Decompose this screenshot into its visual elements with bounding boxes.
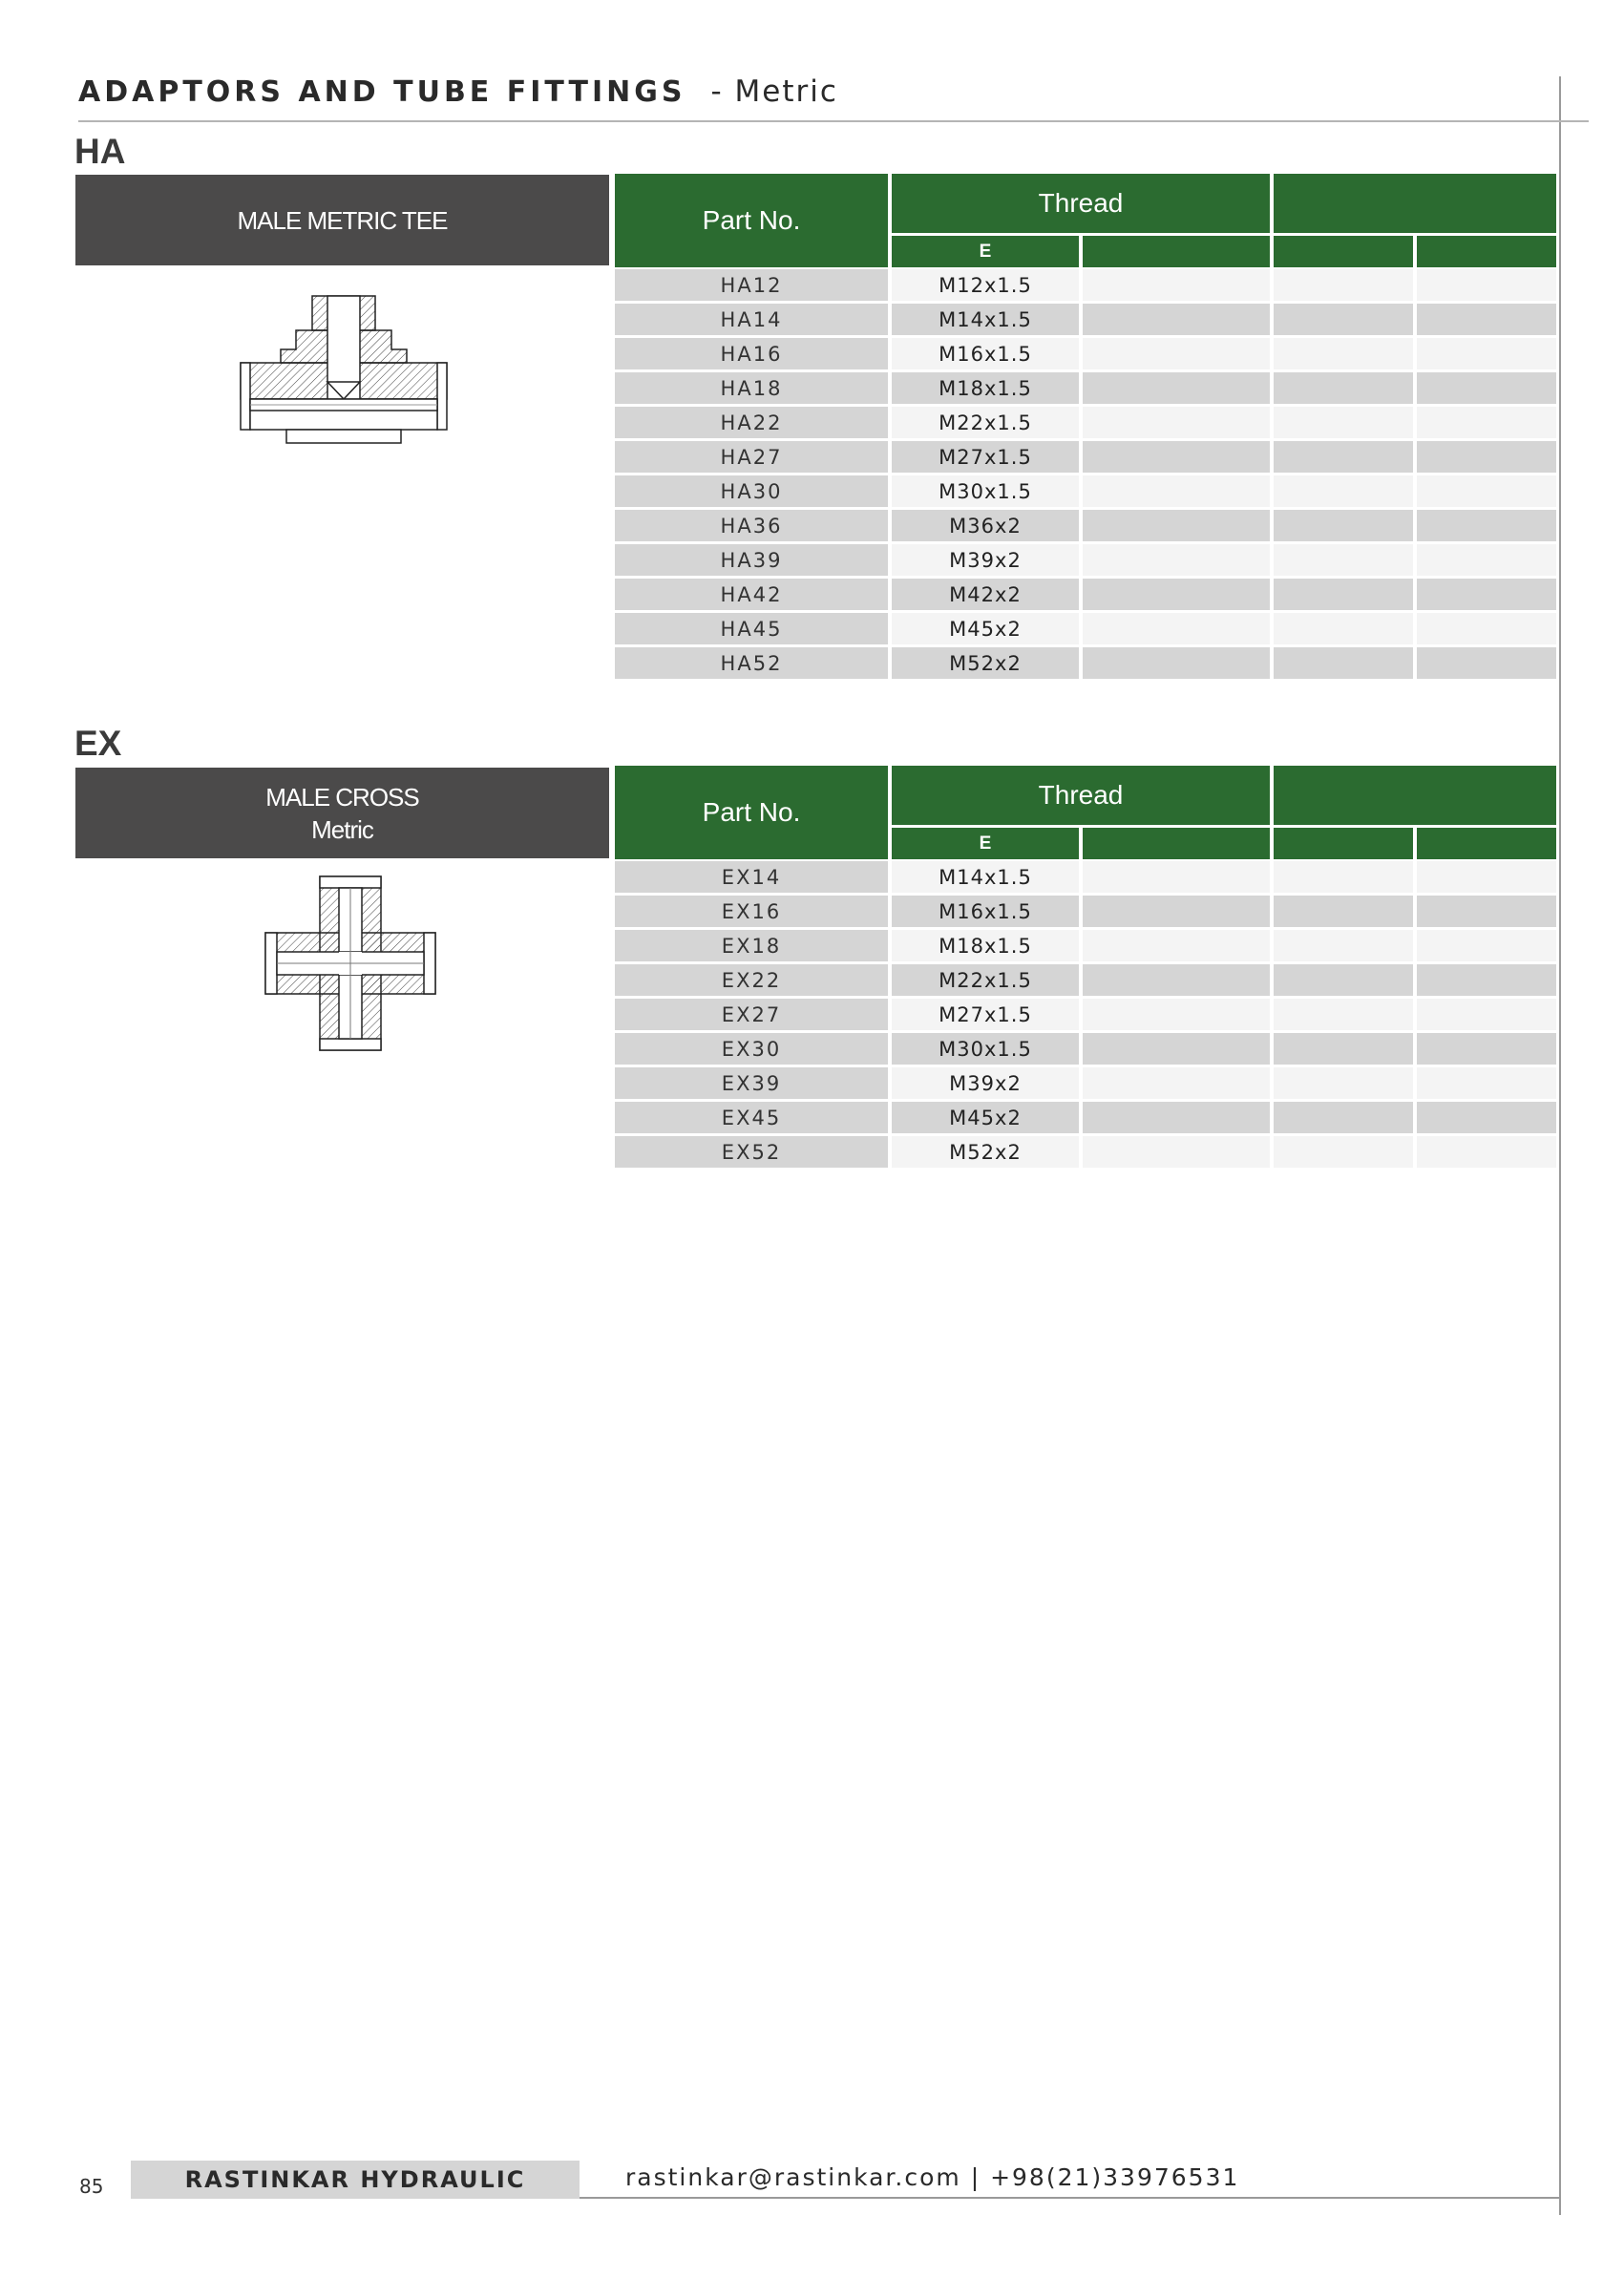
table-row-part-no: HA42 [615, 579, 888, 610]
table-row-empty-cell [1417, 304, 1556, 335]
table-row-empty-cell [1083, 964, 1270, 996]
table-row-thread: M18x1.5 [892, 930, 1079, 961]
table-row-thread: M18x1.5 [892, 372, 1079, 404]
table-row-empty-cell [1274, 613, 1413, 644]
table-row-empty-cell [1083, 1033, 1270, 1065]
page-title: ADAPTORS AND TUBE FITTINGS [78, 75, 686, 109]
male-cross-drawing-icon [260, 871, 441, 1056]
page-subtitle: - Metric [710, 74, 838, 109]
table-row-part-no: EX18 [615, 930, 888, 961]
table-row-empty-cell [1274, 964, 1413, 996]
table-row-empty-cell [1274, 510, 1413, 541]
column-header-thread: Thread [892, 174, 1270, 233]
table-row-empty-cell [1274, 407, 1413, 438]
table-row-empty-cell [1417, 441, 1556, 473]
table-row-empty-cell [1274, 930, 1413, 961]
table-row-empty-cell [1083, 269, 1270, 301]
header-rule [78, 120, 1589, 122]
table-row-empty-cell [1274, 1102, 1413, 1133]
table-row-thread: M14x1.5 [892, 304, 1079, 335]
table-row-empty-cell [1274, 896, 1413, 927]
table-row-thread: M27x1.5 [892, 441, 1079, 473]
table-row-part-no: EX39 [615, 1067, 888, 1099]
table-row-empty-cell [1417, 475, 1556, 507]
table-row-empty-cell [1274, 338, 1413, 369]
table-row-part-no: HA39 [615, 544, 888, 576]
table-row-thread: M45x2 [892, 1102, 1079, 1133]
table-row-thread: M30x1.5 [892, 1033, 1079, 1065]
table-row-empty-cell [1083, 304, 1270, 335]
table-row-thread: M39x2 [892, 1067, 1079, 1099]
product-title-ex [75, 768, 609, 858]
product-title-line: MALE CROSS [265, 782, 419, 812]
brand-name: RASTINKAR HYDRAULIC [131, 2161, 580, 2199]
table-row-empty-cell [1083, 999, 1270, 1030]
table-row-empty-cell [1417, 579, 1556, 610]
table-row-part-no: HA14 [615, 304, 888, 335]
table-row-thread: M45x2 [892, 613, 1079, 644]
table-row-empty-cell [1083, 861, 1270, 893]
page-number: 85 [79, 2175, 104, 2198]
footer-rule [580, 2197, 1561, 2199]
table-row-empty-cell [1083, 441, 1270, 473]
table-row-empty-cell [1417, 1033, 1556, 1065]
table-row-empty-cell [1417, 1102, 1556, 1133]
table-row-thread: M36x2 [892, 510, 1079, 541]
table-row-empty-cell [1417, 338, 1556, 369]
table-row-empty-cell [1083, 1136, 1270, 1168]
product-title-ha [75, 175, 609, 265]
section-code-ha: HA [74, 132, 126, 171]
table-row-empty-cell [1274, 1033, 1413, 1065]
table-row-empty-cell [1417, 372, 1556, 404]
column-header-blank [1083, 828, 1270, 859]
male-tee-drawing-icon [229, 286, 458, 449]
table-row-empty-cell [1417, 930, 1556, 961]
table-row-empty-cell [1274, 1067, 1413, 1099]
column-header-blank [1274, 828, 1413, 859]
table-row-part-no: EX14 [615, 861, 888, 893]
column-header-thread: Thread [892, 766, 1270, 825]
table-row-empty-cell [1274, 475, 1413, 507]
table-row-thread: M42x2 [892, 579, 1079, 610]
table-row-empty-cell [1274, 861, 1413, 893]
table-row-thread: M12x1.5 [892, 269, 1079, 301]
table-row-empty-cell [1083, 647, 1270, 679]
column-header-e: E [892, 828, 1079, 859]
table-row-part-no: HA12 [615, 269, 888, 301]
table-row-empty-cell [1417, 613, 1556, 644]
table-row-part-no: HA52 [615, 647, 888, 679]
table-row-empty-cell [1083, 338, 1270, 369]
table-row-thread: M30x1.5 [892, 475, 1079, 507]
table-row-thread: M22x1.5 [892, 407, 1079, 438]
table-row-thread: M16x1.5 [892, 338, 1079, 369]
table-row-empty-cell [1417, 510, 1556, 541]
table-row-empty-cell [1417, 407, 1556, 438]
table-row-part-no: EX22 [615, 964, 888, 996]
column-header-part-no: Part No. [615, 174, 888, 267]
table-row-part-no: HA27 [615, 441, 888, 473]
table-row-empty-cell [1417, 647, 1556, 679]
column-header-blank [1274, 236, 1413, 267]
table-row-part-no: HA45 [615, 613, 888, 644]
table-row-empty-cell [1083, 613, 1270, 644]
table-row-empty-cell [1417, 1136, 1556, 1168]
column-header-blank [1274, 766, 1556, 825]
table-row-empty-cell [1274, 269, 1413, 301]
table-row-empty-cell [1417, 269, 1556, 301]
page-right-rule [1559, 76, 1561, 2215]
table-row-empty-cell [1417, 861, 1556, 893]
product-title-subline: Metric [311, 814, 373, 844]
table-row-empty-cell [1083, 544, 1270, 576]
column-header-blank [1417, 828, 1556, 859]
table-row-empty-cell [1083, 930, 1270, 961]
table-row-empty-cell [1083, 407, 1270, 438]
page-header [78, 74, 838, 118]
column-header-blank [1417, 236, 1556, 267]
table-row-empty-cell [1083, 372, 1270, 404]
table-row-part-no: HA22 [615, 407, 888, 438]
table-row-part-no: HA30 [615, 475, 888, 507]
table-row-part-no: HA18 [615, 372, 888, 404]
column-header-part-no: Part No. [615, 766, 888, 859]
table-row-empty-cell [1083, 896, 1270, 927]
table-row-thread: M52x2 [892, 647, 1079, 679]
table-row-part-no: EX30 [615, 1033, 888, 1065]
table-row-empty-cell [1417, 964, 1556, 996]
contact-info: rastinkar@rastinkar.com | +98(21)33976531 [625, 2163, 1240, 2191]
table-row-empty-cell [1417, 896, 1556, 927]
table-row-empty-cell [1274, 999, 1413, 1030]
table-row-thread: M39x2 [892, 544, 1079, 576]
table-row-empty-cell [1274, 579, 1413, 610]
table-row-thread: M16x1.5 [892, 896, 1079, 927]
table-row-empty-cell [1274, 372, 1413, 404]
table-row-part-no: EX52 [615, 1136, 888, 1168]
table-row-thread: M52x2 [892, 1136, 1079, 1168]
table-row-part-no: EX27 [615, 999, 888, 1030]
table-row-empty-cell [1417, 1067, 1556, 1099]
table-row-empty-cell [1417, 999, 1556, 1030]
table-row-empty-cell [1083, 510, 1270, 541]
column-header-blank [1274, 174, 1556, 233]
table-row-thread: M14x1.5 [892, 861, 1079, 893]
table-row-empty-cell [1083, 579, 1270, 610]
table-row-part-no: HA16 [615, 338, 888, 369]
section-code-ex: EX [74, 724, 122, 763]
table-row-part-no: EX45 [615, 1102, 888, 1133]
table-row-empty-cell [1083, 1102, 1270, 1133]
table-row-empty-cell [1083, 475, 1270, 507]
table-row-empty-cell [1274, 304, 1413, 335]
table-row-part-no: HA36 [615, 510, 888, 541]
table-row-empty-cell [1417, 544, 1556, 576]
table-row-empty-cell [1274, 1136, 1413, 1168]
table-row-part-no: EX16 [615, 896, 888, 927]
column-header-e: E [892, 236, 1079, 267]
table-row-empty-cell [1274, 441, 1413, 473]
table-row-empty-cell [1274, 544, 1413, 576]
table-row-empty-cell [1274, 647, 1413, 679]
column-header-blank [1083, 236, 1270, 267]
product-title-line: MALE METRIC TEE [237, 205, 448, 235]
table-row-empty-cell [1083, 1067, 1270, 1099]
table-row-thread: M22x1.5 [892, 964, 1079, 996]
table-row-thread: M27x1.5 [892, 999, 1079, 1030]
